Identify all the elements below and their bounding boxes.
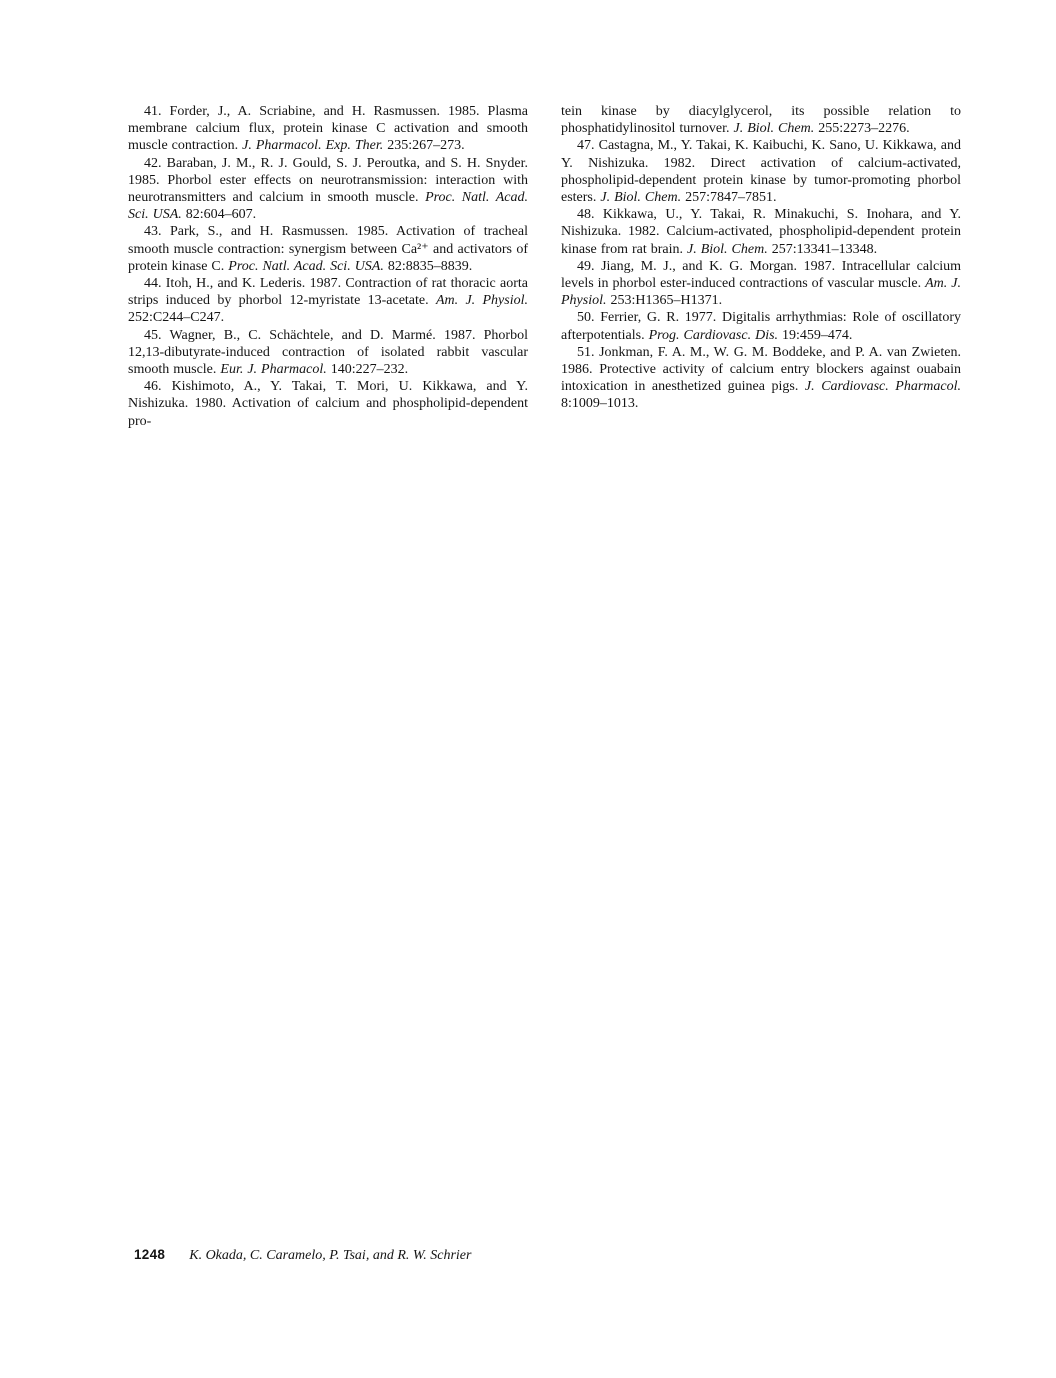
- reference-46: [128, 378, 528, 430]
- reference-text: 50. Ferrier, G. R. 1977. Digitalis arrhythmias: Role of oscillatory afterpotentials.: [561, 310, 961, 343]
- journal-name: Proc. Natl. Acad. Sci. USA.: [128, 190, 528, 223]
- reference-text: tein kinase by diacylglycerol, its possible relation to phosphatidylinositol turnover.: [561, 104, 961, 137]
- reference-text: 255:2273–2276.: [814, 121, 910, 137]
- reference-text: 44. Itoh, H., and K. Lederis. 1987. Contraction of rat thoracic aorta strips induced by phorbol 12-myristate 13-acetate.: [128, 276, 528, 309]
- reference-46-continued: [561, 103, 961, 137]
- reference-43: [128, 223, 528, 275]
- reference-text: 51. Jonkman, F. A. M., W. G. M. Boddeke, and P. A. van Zwieten. 1986. Protective activity of calcium entry blockers against ouabain intoxication in anesthetized guinea pigs.: [561, 344, 961, 395]
- journal-name: J. Cardiovasc. Pharmacol.: [804, 379, 962, 395]
- column-right: [561, 103, 961, 430]
- references-section: [128, 103, 961, 430]
- footer-authors: K. Okada, C. Caramelo, P. Tsai, and R. W. Schrier: [189, 1248, 472, 1263]
- reference-45: [128, 327, 528, 379]
- reference-text: 257:7847–7851.: [681, 190, 777, 206]
- reference-text: 46. Kishimoto, A., Y. Takai, T. Mori, U. Kikkawa, and Y. Nishizuka. 1980. Activation of calcium and phospholipid-dependent pro-: [128, 379, 528, 429]
- reference-48: [561, 206, 961, 258]
- journal-name: J. Biol. Chem.: [733, 121, 815, 137]
- page-footer: [134, 1247, 471, 1264]
- page-number: 1248: [134, 1247, 166, 1262]
- reference-text: 43. Park, S., and H. Rasmussen. 1985. Activation of tracheal smooth muscle contraction: synergism between Ca²⁺ and activators of protein kinase C.: [128, 224, 528, 274]
- journal-name: Am. J. Physiol.: [561, 276, 961, 309]
- journal-name: Proc. Natl. Acad. Sci. USA.: [228, 258, 384, 274]
- journal-name: Prog. Cardiovasc. Dis.: [648, 327, 779, 343]
- reference-text: 42. Baraban, J. M., R. J. Gould, S. J. Peroutka, and S. H. Snyder. 1985. Phorbol ester effects on neurotransmission: interaction with neurotransmitters and calcium in smooth muscle.: [128, 155, 528, 206]
- reference-42: [128, 155, 528, 224]
- reference-text: 252:C244–C247.: [128, 310, 225, 326]
- reference-text: 253:H1365–H1371.: [606, 293, 723, 309]
- reference-text: 41. Forder, J., A. Scriabine, and H. Rasmussen. 1985. Plasma membrane calcium flux, protein kinase C activation and smooth muscle contraction.: [128, 104, 528, 154]
- journal-name: J. Biol. Chem.: [600, 190, 682, 206]
- reference-50: [561, 309, 961, 343]
- reference-text: 49. Jiang, M. J., and K. G. Morgan. 1987. Intracellular calcium levels in phorbol ester-induced contractions of vascular muscle.: [561, 258, 961, 292]
- reference-text: 47. Castagna, M., Y. Takai, K. Kaibuchi, K. Sano, U. Kikkawa, and Y. Nishizuka. 1982. Direct activation of calcium-activated, phospholipid-dependent protein kinase by tumor-promoting phorbol esters.: [561, 138, 961, 206]
- reference-44: [128, 275, 528, 327]
- reference-text: 257:13341–13348.: [767, 241, 878, 257]
- reference-text: 235:267–273.: [383, 138, 465, 154]
- reference-51: [561, 344, 961, 413]
- reference-text: 8:1009–1013.: [561, 396, 639, 412]
- reference-text: 19:459–474.: [778, 327, 853, 343]
- reference-47: [561, 137, 961, 206]
- journal-name: J. Pharmacol. Exp. Ther.: [242, 138, 384, 154]
- journal-name: J. Biol. Chem.: [687, 241, 768, 257]
- reference-text: 140:227–232.: [326, 362, 409, 378]
- column-left: [128, 103, 528, 430]
- journal-name: Am. J. Physiol.: [435, 293, 528, 309]
- reference-49: [561, 258, 961, 310]
- reference-41: [128, 103, 528, 155]
- reference-text: 48. Kikkawa, U., Y. Takai, R. Minakuchi, S. Inohara, and Y. Nishizuka. 1982. Calcium-activated, phospholipid-dependent protein kinase from rat brain.: [561, 207, 961, 257]
- reference-text: 82:8835–8839.: [383, 258, 473, 274]
- reference-text: 45. Wagner, B., C. Schächtele, and D. Marmé. 1987. Phorbol 12,13-dibutyrate-induced contraction of isolated rabbit vascular smooth muscle.: [128, 327, 528, 378]
- journal-name: Eur. J. Pharmacol.: [220, 362, 327, 378]
- reference-text: 82:604–607.: [181, 207, 257, 223]
